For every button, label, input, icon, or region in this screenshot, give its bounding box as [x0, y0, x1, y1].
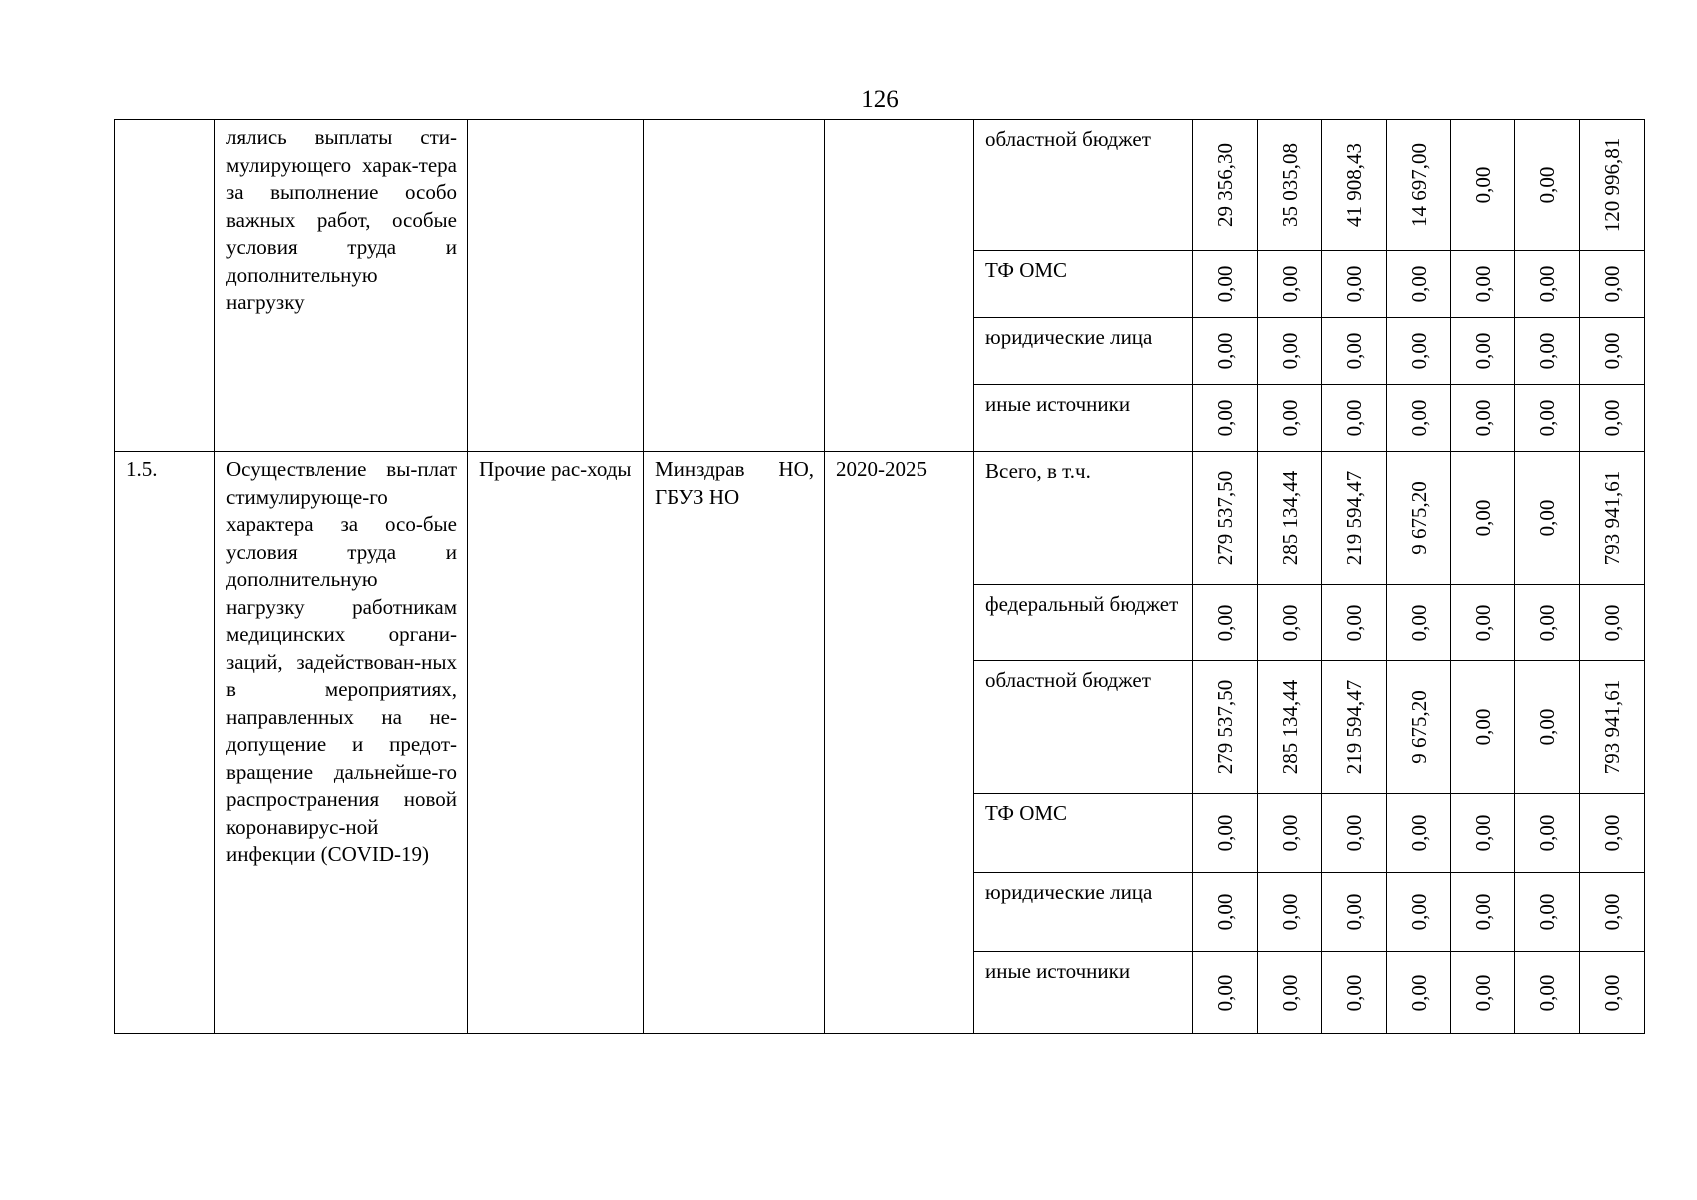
amount-cell	[1193, 318, 1258, 385]
amount-value: 0,00	[1406, 332, 1431, 370]
executor: Минздрав НО, ГБУЗ НО	[655, 457, 814, 509]
amount-value: 0,00	[1277, 604, 1302, 641]
amount-value: 0,00	[1535, 332, 1559, 370]
amount-value: 0,00	[1277, 974, 1302, 1011]
item-number: 1.5.	[126, 457, 158, 481]
amount-value: 9 675,20	[1406, 481, 1431, 555]
funding-source-cell	[974, 251, 1193, 318]
amount-value: 0,00	[1277, 399, 1302, 437]
item-description: Осуществление вы-плат стимулирующе-го характера за осо-бые условия труда и дополнительную нагрузку работникам медицинских органи-заций, задействован-ных в мероприятиях, направленных на не-допущение и предот-вращение дальнейше-го распространения новой коронавирус-ной инфекции (COVID-19)	[226, 457, 457, 866]
funding-source-label: иные источники	[985, 959, 1131, 983]
executor-cell	[644, 452, 825, 1034]
amount-cell	[1387, 952, 1451, 1034]
amount-value: 0,00	[1277, 265, 1302, 303]
amount-cell	[1322, 120, 1387, 251]
amount-value: 0,00	[1342, 399, 1366, 437]
funding-source-label: ТФ ОМС	[985, 801, 1068, 825]
amount-value: 0,00	[1470, 708, 1495, 746]
amount-value: 0,00	[1342, 814, 1366, 852]
amount-value: 0,00	[1470, 332, 1495, 370]
amount-value: 0,00	[1342, 332, 1366, 370]
amount-value: 0,00	[1600, 974, 1624, 1011]
amount-cell	[1515, 120, 1580, 251]
amount-cell	[1515, 794, 1580, 873]
amount-cell	[1322, 873, 1387, 952]
amount-cell	[1258, 794, 1322, 873]
amount-value: 0,00	[1277, 332, 1302, 370]
amount-value: 0,00	[1342, 974, 1366, 1011]
amount-cell	[1451, 251, 1515, 318]
amount-cell	[1515, 585, 1580, 661]
amount-cell	[1515, 661, 1580, 794]
item-description: лялись выплаты сти-мулирующего харак-тера за выполнение особо важных работ, особые условия труда и дополнительную нагрузку	[226, 125, 457, 314]
amount-value: 0,00	[1213, 604, 1237, 641]
amount-value: 0,00	[1213, 814, 1237, 852]
amount-value: 0,00	[1213, 893, 1237, 931]
amount-value: 41 908,43	[1342, 143, 1366, 227]
budget-table	[114, 119, 1645, 1034]
amount-cell	[1387, 385, 1451, 452]
amount-cell	[1451, 952, 1515, 1034]
amount-value: 0,00	[1213, 399, 1237, 437]
period-cell	[825, 452, 974, 1034]
amount-value: 0,00	[1535, 814, 1559, 852]
amount-value: 0,00	[1600, 893, 1624, 931]
amount-cell	[1258, 120, 1322, 251]
amount-cell	[1193, 661, 1258, 794]
expense-type-cell	[468, 120, 644, 452]
amount-value: 285 134,44	[1277, 470, 1302, 566]
amount-value: 0,00	[1406, 814, 1431, 852]
amount-value: 0,00	[1470, 499, 1495, 537]
amount-cell	[1515, 952, 1580, 1034]
funding-source-cell	[974, 385, 1193, 452]
amount-value: 0,00	[1213, 974, 1237, 1011]
amount-value: 0,00	[1406, 974, 1431, 1011]
amount-cell	[1387, 661, 1451, 794]
amount-cell	[1580, 251, 1645, 318]
amount-cell	[1258, 251, 1322, 318]
amount-value: 0,00	[1535, 708, 1559, 746]
funding-source-cell	[974, 318, 1193, 385]
amount-value: 14 697,00	[1406, 143, 1431, 227]
amount-value: 0,00	[1535, 974, 1559, 1011]
amount-value: 0,00	[1535, 499, 1559, 537]
funding-source-cell	[974, 585, 1193, 661]
amount-value: 279 537,50	[1213, 470, 1237, 566]
funding-source-cell	[974, 794, 1193, 873]
description-cell	[215, 452, 468, 1034]
amount-cell	[1387, 585, 1451, 661]
amount-value: 0,00	[1535, 604, 1559, 641]
amount-cell	[1258, 873, 1322, 952]
amount-value: 0,00	[1600, 265, 1624, 303]
amount-value: 0,00	[1600, 604, 1624, 641]
amount-cell	[1387, 120, 1451, 251]
amount-cell	[1451, 661, 1515, 794]
amount-value: 0,00	[1470, 166, 1495, 204]
amount-cell	[1322, 794, 1387, 873]
amount-cell	[1193, 794, 1258, 873]
funding-source-label: Всего, в т.ч.	[985, 459, 1091, 483]
amount-cell	[1193, 452, 1258, 585]
amount-value: 0,00	[1342, 265, 1366, 303]
amount-value: 0,00	[1406, 399, 1431, 437]
table-row	[115, 120, 1645, 251]
amount-cell	[1451, 452, 1515, 585]
amount-cell	[1387, 873, 1451, 952]
amount-cell	[1322, 251, 1387, 318]
table-row	[115, 452, 1645, 585]
amount-value: 0,00	[1470, 604, 1495, 641]
amount-cell	[1258, 318, 1322, 385]
amount-cell	[1580, 385, 1645, 452]
amount-value: 0,00	[1600, 399, 1624, 437]
amount-cell	[1580, 952, 1645, 1034]
amount-value: 0,00	[1600, 332, 1624, 370]
expense-type: Прочие рас-ходы	[479, 457, 632, 481]
amount-cell	[1515, 452, 1580, 585]
amount-cell	[1193, 120, 1258, 251]
amount-value: 0,00	[1470, 265, 1495, 303]
amount-cell	[1193, 585, 1258, 661]
item-number-cell	[115, 452, 215, 1034]
expense-type-cell	[468, 452, 644, 1034]
funding-source-label: иные источники	[985, 392, 1131, 416]
amount-value: 0,00	[1470, 814, 1495, 852]
amount-value: 0,00	[1535, 265, 1559, 303]
amount-cell	[1515, 251, 1580, 318]
amount-value: 0,00	[1342, 604, 1366, 641]
amount-cell	[1580, 318, 1645, 385]
funding-source-cell	[974, 952, 1193, 1034]
amount-cell	[1193, 873, 1258, 952]
amount-value: 0,00	[1213, 265, 1237, 303]
amount-cell	[1258, 661, 1322, 794]
amount-value: 0,00	[1535, 893, 1559, 931]
amount-value: 793 941,61	[1600, 679, 1624, 775]
amount-value: 0,00	[1406, 893, 1431, 931]
amount-cell	[1515, 385, 1580, 452]
amount-value: 0,00	[1470, 974, 1495, 1011]
amount-cell	[1193, 952, 1258, 1034]
amount-value: 29 356,30	[1213, 143, 1237, 227]
amount-value: 793 941,61	[1600, 470, 1624, 566]
amount-value: 219 594,47	[1342, 679, 1366, 775]
amount-cell	[1451, 794, 1515, 873]
amount-cell	[1322, 952, 1387, 1034]
amount-cell	[1451, 120, 1515, 251]
amount-value: 219 594,47	[1342, 470, 1366, 566]
executor-cell	[644, 120, 825, 452]
funding-source-cell	[974, 661, 1193, 794]
page-number: 126	[861, 86, 899, 113]
amount-cell	[1387, 251, 1451, 318]
amount-cell	[1193, 385, 1258, 452]
funding-source-label: областной бюджет	[985, 668, 1151, 692]
amount-value: 0,00	[1342, 893, 1366, 931]
amount-cell	[1515, 873, 1580, 952]
amount-cell	[1258, 385, 1322, 452]
description-cell	[215, 120, 468, 452]
amount-cell	[1322, 318, 1387, 385]
amount-cell	[1258, 952, 1322, 1034]
amount-cell	[1193, 251, 1258, 318]
amount-cell	[1322, 585, 1387, 661]
amount-cell	[1580, 585, 1645, 661]
amount-value: 285 134,44	[1277, 679, 1302, 775]
amount-value: 120 996,81	[1600, 137, 1624, 233]
amount-cell	[1322, 385, 1387, 452]
amount-cell	[1451, 385, 1515, 452]
amount-value: 0,00	[1600, 814, 1624, 852]
amount-cell	[1322, 661, 1387, 794]
amount-cell	[1451, 873, 1515, 952]
funding-source-cell	[974, 120, 1193, 251]
funding-source-cell	[974, 873, 1193, 952]
funding-source-label: областной бюджет	[985, 127, 1151, 151]
amount-value: 35 035,08	[1277, 143, 1302, 227]
amount-cell	[1322, 452, 1387, 585]
amount-value: 0,00	[1470, 399, 1495, 437]
amount-value: 0,00	[1277, 893, 1302, 931]
funding-source-cell	[974, 452, 1193, 585]
amount-cell	[1580, 873, 1645, 952]
amount-value: 0,00	[1406, 604, 1431, 641]
amount-value: 0,00	[1277, 814, 1302, 852]
amount-value: 0,00	[1470, 893, 1495, 931]
amount-value: 0,00	[1535, 166, 1559, 204]
amount-cell	[1387, 452, 1451, 585]
amount-cell	[1451, 318, 1515, 385]
amount-value: 9 675,20	[1406, 690, 1431, 764]
amount-cell	[1515, 318, 1580, 385]
funding-source-label: юридические лица	[985, 325, 1153, 349]
amount-value: 279 537,50	[1213, 679, 1237, 775]
amount-cell	[1258, 585, 1322, 661]
amount-cell	[1580, 661, 1645, 794]
funding-source-label: ТФ ОМС	[985, 258, 1068, 282]
amount-cell	[1387, 794, 1451, 873]
amount-cell	[1387, 318, 1451, 385]
amount-cell	[1580, 794, 1645, 873]
amount-value: 0,00	[1213, 332, 1237, 370]
funding-source-label: юридические лица	[985, 880, 1153, 904]
period-cell	[825, 120, 974, 452]
amount-cell	[1258, 452, 1322, 585]
amount-cell	[1580, 452, 1645, 585]
amount-value: 0,00	[1535, 399, 1559, 437]
amount-value: 0,00	[1406, 265, 1431, 303]
amount-cell	[1580, 120, 1645, 251]
funding-source-label: федеральный бюджет	[985, 592, 1179, 616]
amount-cell	[1451, 585, 1515, 661]
item-number-cell	[115, 120, 215, 452]
period: 2020-2025	[836, 457, 927, 481]
